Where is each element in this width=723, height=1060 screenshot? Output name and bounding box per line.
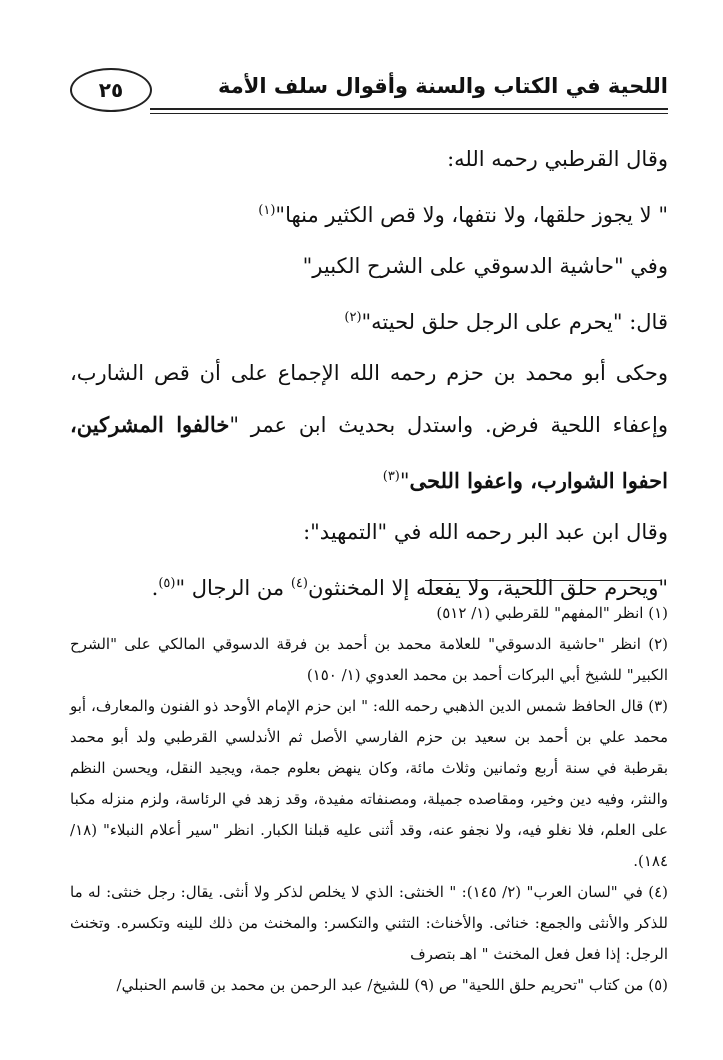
footnote-ref: (٤) xyxy=(290,576,308,591)
page-number: ٢٥ xyxy=(70,68,152,112)
hadith-text: خالفوا المشركين، احفوا الشوارب، واعفوا اللحى xyxy=(70,412,668,493)
running-title: اللحية في الكتاب والسنة وأقوال سلف الأمة xyxy=(217,74,668,98)
footnote-ref: (٣) xyxy=(382,469,400,484)
footnote-ref: (١) xyxy=(258,203,276,218)
text-line: وقال القرطبي رحمه الله: xyxy=(447,147,668,171)
page-header xyxy=(70,68,668,112)
text-line: "ويحرم حلق اللحية، ولا يفعله إلا المخنثون$^{(٤)}$ من الرجال "$^{(٥)}$. xyxy=(151,576,668,600)
quote: قال: "يحرم على الرجل حلق لحيته" xyxy=(361,310,668,334)
footnote-separator xyxy=(425,580,662,581)
quote: " لا يجوز حلقها، ولا نتفها، ولا قص الكثير منها" xyxy=(275,203,668,227)
footnote: (٤) في "لسان العرب" (٢/ ١٤٥): " الخنثى: الذي لا يخلص لذكر ولا أنثى. يقال: رجل خنثى: له ما للذكر والأنثى والجمع: خناثى. والأخناث: التثني والتكسر: والمخنث من ذلك للينه وتكسره. وتخنث الرجل: إذا فعل فعل المخنث " اهـ بتصرف xyxy=(70,883,668,963)
text-line xyxy=(70,185,668,241)
main-text xyxy=(70,134,668,614)
header-rule-thin xyxy=(150,113,668,114)
footnote: (٢) انظر "حاشية الدسوقي" للعلامة محمد بن أحمد بن فرقة الدسوقي المالكي على "الشرح الكبير" للشيخ أبي البركات أحمد بن محمد العدوي (١/ ١٥٠) xyxy=(70,635,668,684)
footnote-ref: (٥) xyxy=(158,576,176,591)
text-line: وقال ابن عبد البر رحمه الله في "التمهيد": xyxy=(303,520,668,544)
footnote-ref: (٢) xyxy=(344,310,362,325)
text-line: وفي "حاشية الدسوقي على الشرح الكبير" xyxy=(302,254,668,278)
text-line xyxy=(70,292,668,348)
footnote: (٥) من كتاب "تحريم حلق اللحية" ص (٩) للشيخ/ عبد الرحمن بن محمد بن قاسم الحنبلي/ xyxy=(116,976,668,994)
footnotes xyxy=(70,598,668,1001)
footnote: (٣) قال الحافظ شمس الدين الذهبي رحمه الله: " ابن حزم الإمام الأوحد ذو الفنون والمعارف، أبو محمد علي بن أحمد بن سعيد بن حزم الفارسي الأصل ثم الأندلسي القرطبي ولد أبو محمد بقرطبة في سنة أربع وثمانين وثلاث مائة، وكان ينهض بعلوم جمة، ويجيد النقل، ويحسن النظم والنثر، وفيه دين وخير، ومقاصده جميلة، ومصنفاته مفيدة، وقد زهد في الرئاسة، ولزم منزله مكبا على العلم، فلا نغلو فيه، ولا نجفو عنه، وقد أثنى عليه قبلنا الكبار. انظر "سير أعلام النبلاء" (١٨/ ١٨٤). xyxy=(70,697,668,870)
header-rule xyxy=(150,108,668,110)
paragraph: وحكى أبو محمد بن حزم رحمه الله الإجماع على أن قص الشارب، وإعفاء اللحية فرض. واستدل بحديث ابن عمر "خالفوا المشركين، احفوا الشوارب، واعفوا اللحى"$^{(٣)}$ xyxy=(70,361,668,493)
footnote: (١) انظر "المفهم" للقرطبي (١/ ٥١٢) xyxy=(436,604,668,622)
